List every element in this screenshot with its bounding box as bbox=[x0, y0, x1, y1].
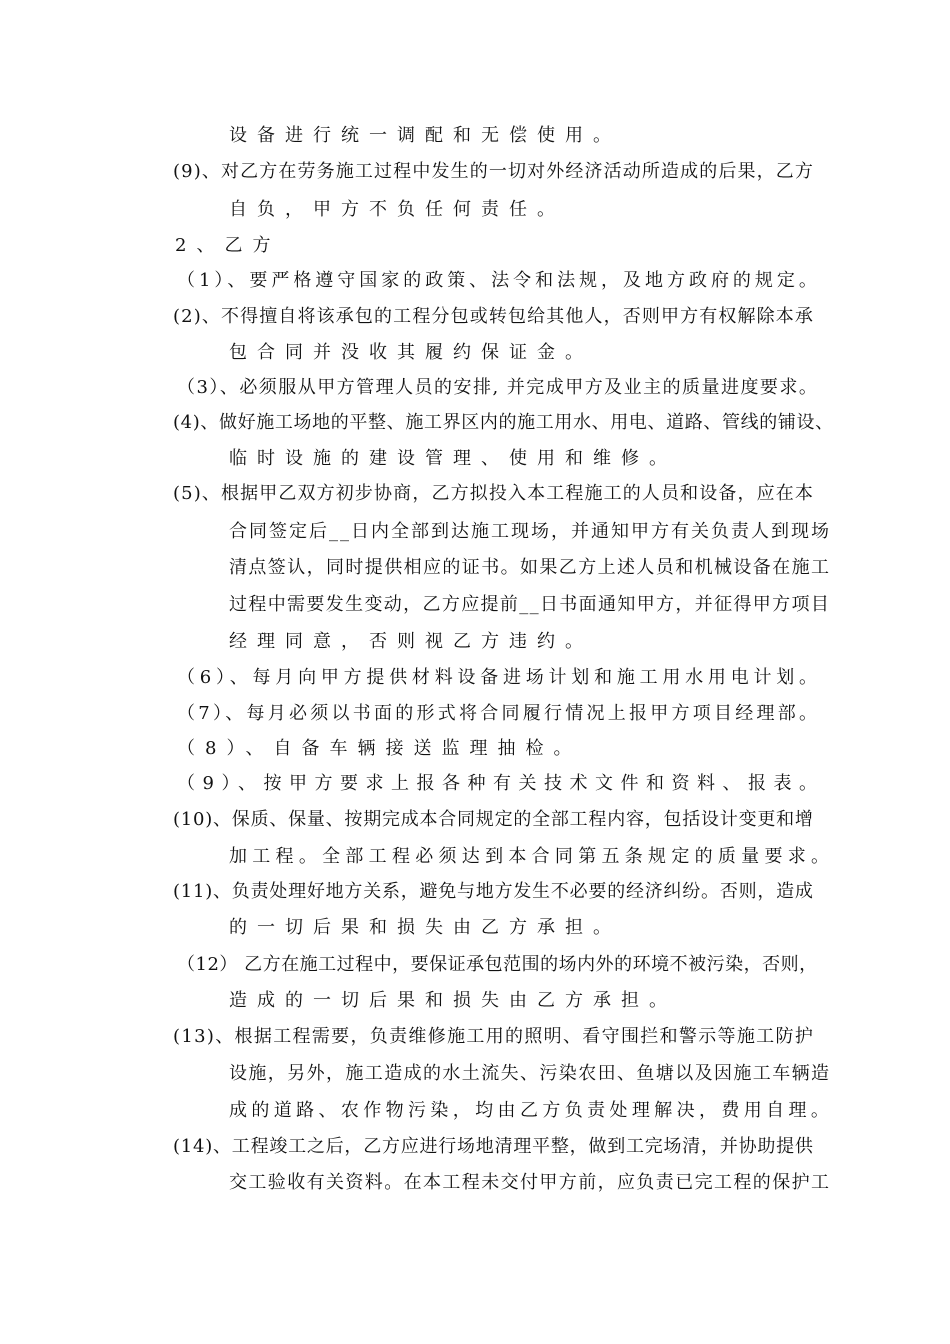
text-line: (10)、保质、保量、按期完成本合同规定的全部工程内容，包括设计变更和增 bbox=[173, 809, 814, 830]
text-line: （7）、每月必须以书面的形式将合同履行情况上报甲方项目经理部。 bbox=[177, 703, 821, 724]
text-line: 成的道路、农作物污染，均由乙方负责处理解决，费用自理。 bbox=[229, 1100, 834, 1121]
text-line: 合同签定后__日内全部到达施工现场，并通知甲方有关负责人到现场 bbox=[229, 521, 831, 542]
text-line: (4)、做好施工场地的平整、施工界区内的施工用水、用电、道路、管线的铺设、 bbox=[173, 412, 834, 433]
text-line: 2、乙方 bbox=[175, 235, 281, 256]
text-line: 设备进行统一调配和无偿使用。 bbox=[229, 125, 621, 146]
text-line: 过程中需要发生变动，乙方应提前__日书面通知甲方，并征得甲方项目 bbox=[229, 594, 831, 615]
text-line: （9）、按甲方要求上报各种有关技术文件和资料、报表。 bbox=[177, 773, 825, 794]
text-line: 加工程。全部工程必须达到本合同第五条规定的质量要求。 bbox=[229, 846, 835, 867]
text-line: (13)、根据工程需要，负责维修施工用的照明、看守围拦和警示等施工防护 bbox=[173, 1026, 815, 1047]
text-line: （3）、必须服从甲方管理人员的安排, 并完成甲方及业主的质量进度要求。 bbox=[177, 377, 819, 398]
text-line: (5)、根据甲乙双方初步协商，乙方拟投入本工程施工的人员和设备，应在本 bbox=[173, 483, 815, 504]
text-line: （12） 乙方在施工过程中，要保证承包范围的场内外的环境不被污染，否则， bbox=[177, 954, 818, 975]
text-line: (2)、不得擅自将该承包的工程分包或转包给其他人，否则甲方有权解除本承 bbox=[173, 306, 815, 327]
text-line: 造成的一切后果和损失由乙方承担。 bbox=[229, 990, 677, 1011]
text-line: 的一切后果和损失由乙方承担。 bbox=[229, 917, 621, 938]
text-line: 交工验收有关资料。在本工程未交付甲方前，应负责已完工程的保护工 bbox=[229, 1172, 831, 1193]
text-line: （6）、每月向甲方提供材料设备进场计划和施工用水用电计划。 bbox=[177, 667, 822, 688]
text-line: 清点签认，同时提供相应的证书。如果乙方上述人员和机械设备在施工 bbox=[229, 557, 831, 578]
text-line: 设施，另外，施工造成的水土流失、污染农田、鱼塘以及因施工车辆造 bbox=[229, 1063, 831, 1084]
text-line: （8）、自备车辆接送监理抽检。 bbox=[177, 738, 582, 759]
text-line: (9)、对乙方在劳务施工过程中发生的一切对外经济活动所造成的后果，乙方 bbox=[173, 161, 815, 182]
text-line: 经理同意，否则视乙方违约。 bbox=[229, 631, 593, 652]
text-line: 自负，甲方不负任何责任。 bbox=[229, 199, 565, 220]
text-line: 包合同并没收其履约保证金。 bbox=[229, 342, 593, 363]
text-line: 临时设施的建设管理、使用和维修。 bbox=[229, 448, 677, 469]
text-line: (11)、负责处理好地方关系，避免与地方发生不必要的经济纠纷。否则，造成 bbox=[173, 881, 814, 902]
text-line: （1）、要严格遵守国家的政策、法令和法规，及地方政府的规定。 bbox=[177, 270, 821, 291]
text-line: (14)、工程竣工之后，乙方应进行场地清理平整，做到工完场清，并协助提供 bbox=[173, 1136, 814, 1157]
